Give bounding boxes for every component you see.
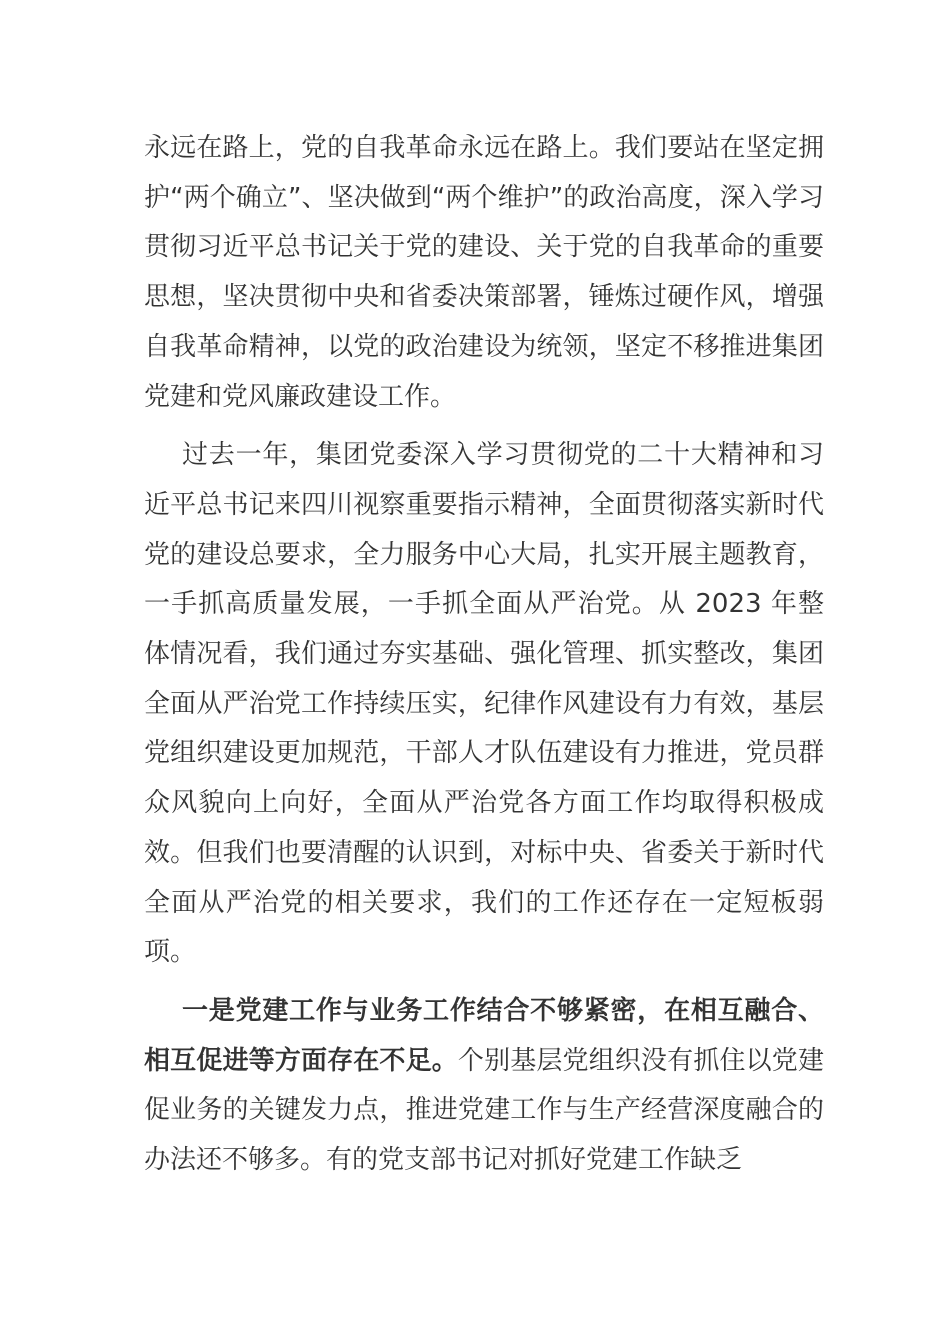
paragraph-1-text: 永远在路上，党的自我革命永远在路上。我们要站在坚定拥护“两个确立”、坚决做到“两个维护”的政治高度，深入学习贯彻习近平总书记关于党的建设、关于党的自我革命的重要思想，坚决贯彻中央和省委决策部署，锤炼过硬作风，增强自我革命精神，以党的政治建设为统领，坚定不移推进集团党建和党风廉政建设工作。	[144, 133, 824, 412]
paragraph-1	[144, 124, 824, 422]
paragraph-3-bold-lead: 一是党建工作与业务工作结合不够紧密，在相互融合、相互促进等方面存在不足。	[144, 995, 824, 1076]
document-body	[144, 124, 824, 1195]
paragraph-3	[144, 987, 824, 1186]
paragraph-2-text: 过去一年，集团党委深入学习贯彻党的二十大精神和习近平总书记来四川视察重要指示精神，全面贯彻落实新时代党的建设总要求，全力服务中心大局，扎实开展主题教育，一手抓高质量发展，一手抓全面从严治党。从 2023 年整体情况看，我们通过夯实基础、强化管理、抓实整改，集团全面从严治党工作持续压实，纪律作风建设有力有效，基层党组织建设更加规范，干部人才队伍建设有力推进，党员群众风貌向上向好，全面从严治党各方面工作均取得积极成效。但我们也要清醒的认识到，对标中央、省委关于新时代全面从严治党的相关要求，我们的工作还存在一定短板弱项。	[144, 440, 824, 968]
paragraph-2	[144, 431, 824, 978]
paragraph-3-text: 个别基层党组织没有抓住以党建促业务的关键发力点，推进党建工作与生产经营深度融合的办法还不够多。有的党支部书记对抓好党建工作缺乏	[144, 1045, 824, 1176]
